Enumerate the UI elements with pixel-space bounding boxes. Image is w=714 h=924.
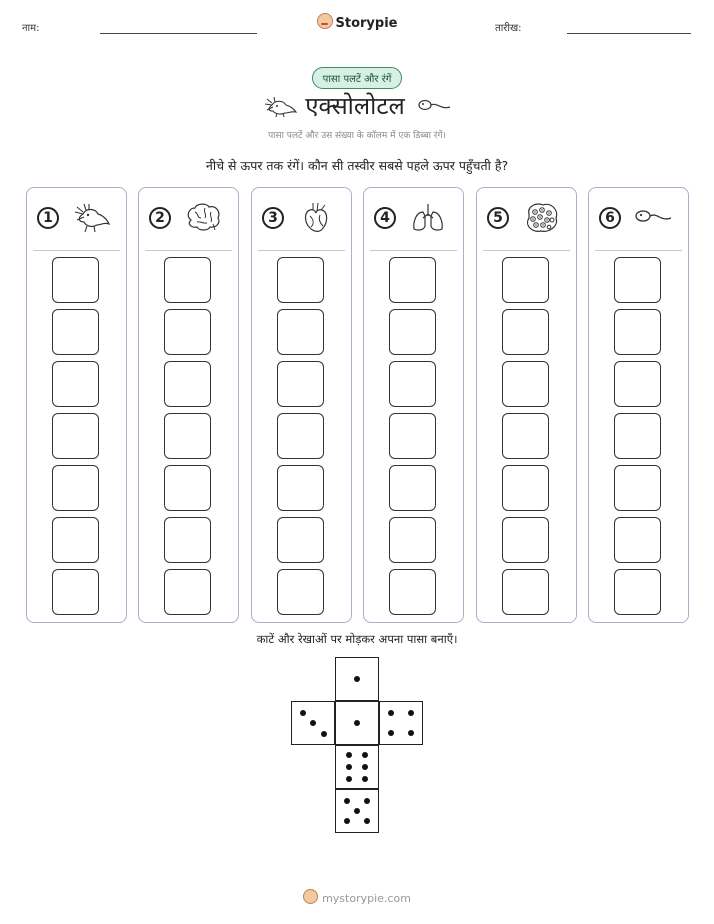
- column-divider: [595, 250, 682, 251]
- column-1: [26, 187, 127, 623]
- color-box[interactable]: [52, 569, 99, 615]
- column-6: [588, 187, 689, 623]
- column-number: 5: [487, 207, 509, 229]
- heart-icon: [296, 200, 336, 236]
- die-face-5: [335, 789, 379, 833]
- color-box[interactable]: [389, 465, 436, 511]
- die-pip: [354, 676, 360, 682]
- color-box[interactable]: [277, 465, 324, 511]
- color-box[interactable]: [502, 569, 549, 615]
- tadpole-icon: [633, 200, 673, 236]
- die-pip: [344, 818, 350, 824]
- title-text: एक्सोलोटल: [305, 92, 405, 120]
- color-box[interactable]: [52, 465, 99, 511]
- color-box[interactable]: [389, 257, 436, 303]
- die-pip: [362, 776, 368, 782]
- color-box[interactable]: [164, 517, 211, 563]
- tadpole-icon: [417, 96, 451, 118]
- die-pip: [354, 808, 360, 814]
- column-number: 1: [37, 207, 59, 229]
- egg-cluster-icon: [521, 200, 561, 236]
- color-box[interactable]: [52, 309, 99, 355]
- column-divider: [258, 250, 345, 251]
- color-box[interactable]: [389, 309, 436, 355]
- die-pip: [364, 798, 370, 804]
- die-face-1: [335, 701, 379, 745]
- die-pip: [388, 710, 394, 716]
- color-box[interactable]: [52, 257, 99, 303]
- die-pip: [346, 764, 352, 770]
- column-divider: [33, 250, 120, 251]
- die-pip: [388, 730, 394, 736]
- die-pip: [346, 776, 352, 782]
- color-box[interactable]: [277, 517, 324, 563]
- color-box[interactable]: [164, 309, 211, 355]
- color-box[interactable]: [277, 309, 324, 355]
- column-divider: [145, 250, 232, 251]
- color-box[interactable]: [389, 517, 436, 563]
- color-box[interactable]: [614, 257, 661, 303]
- column-4: [363, 187, 464, 623]
- date-label: तारीख:: [495, 23, 522, 34]
- storypie-logo-icon: [303, 889, 318, 904]
- subtitle: पासा पलटें और उस संख्या के कॉलम में एक डिब्बा रंगें।: [268, 131, 446, 141]
- axolotl-icon: [263, 96, 297, 118]
- column-number: 2: [149, 207, 171, 229]
- page-title: [0, 89, 714, 122]
- footer-url: mystorypie.com: [322, 892, 411, 905]
- column-number: 6: [599, 207, 621, 229]
- color-box[interactable]: [502, 309, 549, 355]
- color-box[interactable]: [277, 413, 324, 459]
- die-pip: [364, 818, 370, 824]
- die-pip: [310, 720, 316, 726]
- color-box[interactable]: [614, 569, 661, 615]
- column-2: [138, 187, 239, 623]
- lungs-icon: [408, 200, 448, 236]
- color-box[interactable]: [164, 413, 211, 459]
- column-5: [476, 187, 577, 623]
- color-box[interactable]: [389, 569, 436, 615]
- activity-badge: [0, 67, 714, 89]
- column-divider: [370, 250, 457, 251]
- name-line[interactable]: [100, 33, 257, 34]
- brand-name: Storypie: [335, 16, 398, 31]
- color-box[interactable]: [614, 465, 661, 511]
- color-box[interactable]: [52, 413, 99, 459]
- storypie-logo-icon: [317, 13, 333, 29]
- footer: [0, 889, 714, 905]
- badge-text: पासा पलटें और रंगें: [312, 67, 403, 89]
- color-box[interactable]: [502, 465, 549, 511]
- color-box[interactable]: [502, 257, 549, 303]
- die-pip: [354, 720, 360, 726]
- color-box[interactable]: [52, 361, 99, 407]
- die-face-3: [291, 701, 335, 745]
- column-3: [251, 187, 352, 623]
- brain-icon: [183, 200, 223, 236]
- color-box[interactable]: [164, 257, 211, 303]
- die-pip: [346, 752, 352, 758]
- color-box[interactable]: [502, 361, 549, 407]
- color-box[interactable]: [502, 517, 549, 563]
- instruction: नीचे से ऊपर तक रंगें। कौन सी तस्वीर सबसे पहले ऊपर पहुँचती है?: [205, 158, 509, 173]
- die-face-1: [335, 657, 379, 701]
- cut-instruction: काटें और रेखाओं पर मोड़कर अपना पासा बनाएँ।: [256, 632, 458, 646]
- color-box[interactable]: [614, 309, 661, 355]
- axolotl-icon: [71, 200, 111, 236]
- column-number: 3: [262, 207, 284, 229]
- color-box[interactable]: [277, 361, 324, 407]
- color-box[interactable]: [277, 257, 324, 303]
- color-box[interactable]: [164, 465, 211, 511]
- color-box[interactable]: [164, 569, 211, 615]
- color-box[interactable]: [164, 361, 211, 407]
- die-pip: [408, 730, 414, 736]
- color-box[interactable]: [52, 517, 99, 563]
- die-pip: [344, 798, 350, 804]
- color-box[interactable]: [277, 569, 324, 615]
- color-box[interactable]: [502, 413, 549, 459]
- die-face-6: [335, 745, 379, 789]
- die-pip: [362, 752, 368, 758]
- die-pip: [362, 764, 368, 770]
- name-label: नाम:: [22, 23, 40, 34]
- color-box[interactable]: [614, 517, 661, 563]
- column-number: 4: [374, 207, 396, 229]
- brand-logo: [0, 13, 714, 31]
- die-pip: [408, 710, 414, 716]
- die-face-4: [379, 701, 423, 745]
- die-pip: [321, 731, 327, 737]
- color-box[interactable]: [389, 413, 436, 459]
- date-line[interactable]: [567, 33, 691, 34]
- column-divider: [483, 250, 570, 251]
- color-box[interactable]: [614, 413, 661, 459]
- color-box[interactable]: [389, 361, 436, 407]
- color-box[interactable]: [614, 361, 661, 407]
- die-pip: [300, 710, 306, 716]
